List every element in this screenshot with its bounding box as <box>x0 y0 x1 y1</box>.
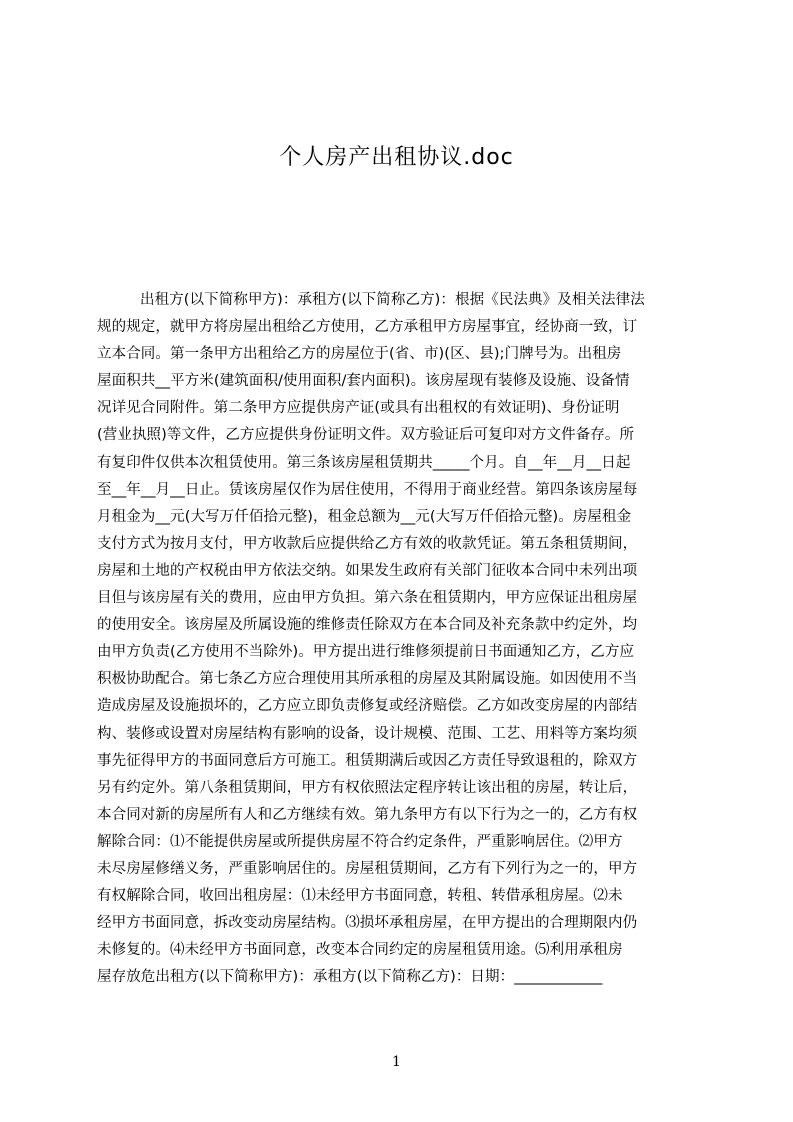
body-line: 有权解除合同，收回出租房屋：⑴未经甲方书面同意，转租、转借承租房屋。⑵未 <box>97 888 623 905</box>
body-line: 未修复的。⑷未经甲方书面同意，改变本合同约定的房屋租赁用途。⑸利用承租房 <box>97 942 623 959</box>
document-body <box>97 287 700 991</box>
body-line: 月租金为__元(大写万仟佰拾元整)，租金总额为__元(大写万仟佰拾元整)。房屋租金 <box>97 508 632 525</box>
body-line: 事先征得甲方的书面同意后方可施工。租赁期满后或因乙方责任导致退租的，除双方 <box>97 752 638 769</box>
body-line: 造成房屋及设施损坏的，乙方应立即负责修复或经济赔偿。乙方如改变房屋的内部结 <box>97 698 638 715</box>
body-line: 由甲方负责(乙方使用不当除外)。甲方提出进行维修须提前日书面通知乙方，乙方应 <box>97 644 635 661</box>
body-line: 况详见合同附件。第二条甲方应提供房产证(或具有出租权的有效证明)、身份证明 <box>97 400 620 417</box>
body-line: 解除合同：⑴不能提供房屋或所提供房屋不符合约定条件，严重影响居住。⑵甲方 <box>97 833 623 850</box>
body-line: 另有约定外。第八条租赁期间，甲方有权依照法定程序转让该出租的房屋，转让后， <box>97 779 638 796</box>
body-line: 未尽房屋修缮义务，严重影响居住的。房屋租赁期间，乙方有下列行为之一的，甲方 <box>97 860 638 877</box>
body-line: 本合同对新的房屋所有人和乙方继续有效。第九条甲方有以下行为之一的，乙方有权 <box>97 806 638 823</box>
body-line: 积极协助配合。第七条乙方应合理使用其所承租的房屋及其附属设施。如因使用不当 <box>97 671 638 688</box>
body-line: 的使用安全。该房屋及所属设施的维修责任除双方在本合同及补充条款中约定外，均 <box>97 617 638 634</box>
body-line: 立本合同。第一条甲方出租给乙方的房屋位于(省、市)(区、县);门牌号为。出租房 <box>97 346 622 363</box>
body-line: 有复印件仅供本次租赁使用。第三条该房屋租赁期共_____个月。自__年__月__日起 <box>97 454 631 471</box>
body-line: 屋存放危出租方(以下简称甲方)：承租方(以下简称乙方)：日期：____________ <box>97 969 603 986</box>
body-line: 目但与该房屋有关的费用，应由甲方负担。第六条在租赁期内，甲方应保证出租房屋 <box>97 590 638 607</box>
body-line: 屋面积共__平方米(建筑面积/使用面积/套内面积)。该房屋现有装修及设施、设备情 <box>97 373 630 390</box>
body-line: 构、装修或设置对房屋结构有影响的设备，设计规模、范围、工艺、用料等方案均须 <box>97 725 638 742</box>
body-line: 支付方式为按月支付，甲方收款后应提供给乙方有效的收款凭证。第五条租赁期间， <box>97 535 638 552</box>
page-number: 1 <box>392 1054 401 1070</box>
body-line: 规的规定，就甲方将房屋出租给乙方使用，乙方承租甲方房屋事宜，经协商一致，订 <box>97 319 638 336</box>
body-line: 房屋和土地的产权税由甲方依法交纳。如果发生政府有关部门征收本合同中未列出项 <box>97 562 638 579</box>
body-line: 至__年__月__日止。赁该房屋仅作为居住使用，不得用于商业经营。第四条该房屋每 <box>97 481 638 498</box>
document-title: 个人房产出租协议.doc <box>279 145 514 170</box>
body-line: 经甲方书面同意，拆改变动房屋结构。⑶损坏承租房屋，在甲方提出的合理期限内仍 <box>97 915 638 932</box>
body-line: 出租方(以下简称甲方)：承租方(以下简称乙方)：根据《民法典》及相关法律法 <box>140 292 645 308</box>
body-line: (营业执照)等文件，乙方应提供身份证明文件。双方验证后可复印对方文件备存。所 <box>97 427 635 444</box>
